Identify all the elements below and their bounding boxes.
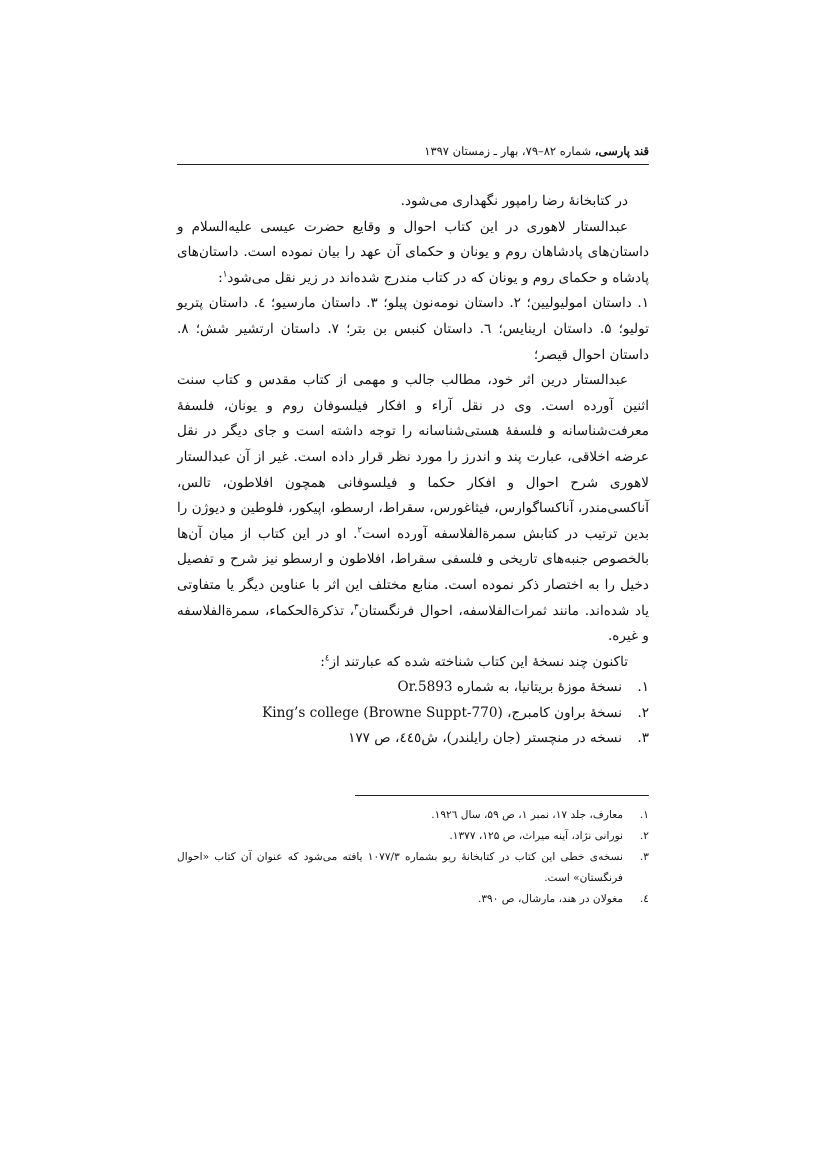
paragraph-4	[177, 368, 649, 650]
footnote-text: مغولان در هند، مارشال، ص ۳۹۰.	[477, 893, 623, 905]
paragraph-2: عبدالستار لاهوری در این کتاب احوال و وقایع حضرت عیسی علیه‌السلام و داستان‌های پادشاهان روم و یونان و حکمای آن عهد را بیان نموده است. داستان‌های پادشاه و حکمای روم و یونان که در کتاب مندرج شده‌اند در زیر نقل می‌شود$^۱$:	[177, 218, 649, 286]
footnote-ref-1[interactable]: ۱	[222, 269, 228, 280]
footnote-number: ۱.	[639, 809, 649, 821]
list-item	[177, 675, 649, 701]
list-item-shelfmark: Or.5893	[397, 679, 453, 696]
footnote-ref-2[interactable]: ۲	[357, 525, 362, 536]
footnote-text: معارف، جلد ۱۷، نمبر ۱، ص ۵۹، سال ۱۹۲٦.	[431, 809, 623, 821]
main-text	[177, 189, 649, 752]
footnote-3	[177, 847, 649, 889]
paragraph-2-text: عبدالستار لاهوری در این کتاب احوال و وقایع حضرت عیسی علیه‌السلام و داستان‌های پادشاهان روم و یونان و حکمای آن عهد را بیان نموده است. داستان‌های پادشاه و حکمای روم و یونان که در کتاب مندرج شده‌اند در زیر نقل می‌شود	[177, 218, 649, 286]
footnote-ref-3[interactable]: ۳	[354, 601, 359, 612]
header-divider	[177, 164, 649, 165]
footnote-ref-4[interactable]: ٤	[324, 653, 330, 664]
list-item-shelfmark: King’s college (Browne Suppt-770)	[262, 704, 503, 721]
running-header	[177, 143, 649, 159]
footnote-number: ۲.	[639, 830, 649, 842]
footnote-number: ۳.	[639, 851, 649, 863]
footnote-2	[177, 826, 649, 847]
paragraph-5: تاکنون چند نسخۀ این کتاب شناخته شده که عبارتند از$^٤$:	[320, 653, 628, 670]
paragraph-4-text-b: . او در این کتاب از میان آن‌ها بالخصوص جنبه‌های تاریخی و فلسفی سقراط، افلاطون و ارسطو نیز شرح و تفصیل دخیل را به اختصار ذکر نموده است. منابع مختلف این اثر با عناوین دیگر یا متفاوتی یاد شده‌اند. مانند ثمرات‌الفلاسفه، احوال فرنگستان	[177, 525, 649, 619]
list-item-text: نسخه در منچستر (جان رایلندر)، ش٤٤٥، ص ۱۷۷	[348, 730, 622, 747]
footnote-divider	[355, 795, 649, 796]
list-item-text: نسخۀ براون کامبرج،	[502, 704, 622, 721]
list-item-number: ۱.	[637, 679, 649, 696]
list-item-text: نسخۀ موزۀ بریتانیا، به شماره	[452, 679, 622, 696]
paragraph-5-text: تاکنون چند نسخۀ این کتاب شناخته شده که عبارتند از	[329, 653, 628, 670]
issue-info: شماره ۸۲–۷۹، بهار ـ زمستان ۱۳۹۷	[424, 144, 595, 158]
list-item	[177, 701, 649, 727]
footnote-number: ٤.	[639, 893, 649, 905]
paragraph-1: در کتابخانۀ رضا رامپور نگهداری می‌شود.	[400, 193, 628, 209]
footnote-4	[177, 889, 649, 910]
footnote-1	[177, 805, 649, 826]
manuscript-list	[177, 675, 649, 752]
journal-title: قند پارسی،	[594, 144, 649, 158]
list-item-number: ۳.	[637, 730, 649, 747]
list-item	[177, 726, 649, 752]
paragraph-3: ۱. داستان امولیولیین؛ ۲. داستان نومه‌نون پیلو؛ ۳. داستان مارسیو؛ ٤. داستان پتریو تولیو؛ ۵. داستان ارینایس؛ ٦. داستان کنبس بن بتر؛ ۷. داستان ارتشیر شش؛ ۸. داستان احوال قیصر؛	[177, 295, 650, 363]
footnote-text: نسخه‌ی خطی این کتاب در کتابخانۀ ریو بشماره ۱۰۷۷/۳ یافته می‌شود که عنوان آن کتاب «احوال فرنگستان» است.	[177, 851, 623, 884]
footnotes	[177, 805, 649, 910]
paragraph-4-text-c: ، تذکرةالحکماء، سمرةالفلاسفه و غیره.	[177, 602, 649, 645]
paragraph-4-text-a: عبدالستار درین اثر خود، مطالب جالب و مهمی از کتاب مقدس و کتاب سنت اثنین آورده است. وی در نقل آراء و افکار فیلسوفان روم و یونان، فلسفۀ معرفت‌شناسانه و فلسفۀ هستی‌شناسانه را توجه داشته است و جای دیگر در نقل عرضه اخلاقی، عبارت پند و اندرز را مورد نظر قرار داده است. غیر از آن عبدالستار لاهوری شرح احوال و افکار حکما و فیلسوفانی همچون افلاطون، تالس، آناکسی‌مندر، آناکساگوارس، فیثاغورس، سقراط، ارسطو، اپیکور، فلوطین و دیوژن را بدین ترتیب در کتابش سمرةالفلاسفه آورده است	[177, 372, 649, 542]
footnote-text: نورانی نژاد، آینه میراث، ص ۱۲۵، ۱۳۷۷.	[449, 830, 623, 842]
list-item-number: ۲.	[637, 704, 649, 721]
